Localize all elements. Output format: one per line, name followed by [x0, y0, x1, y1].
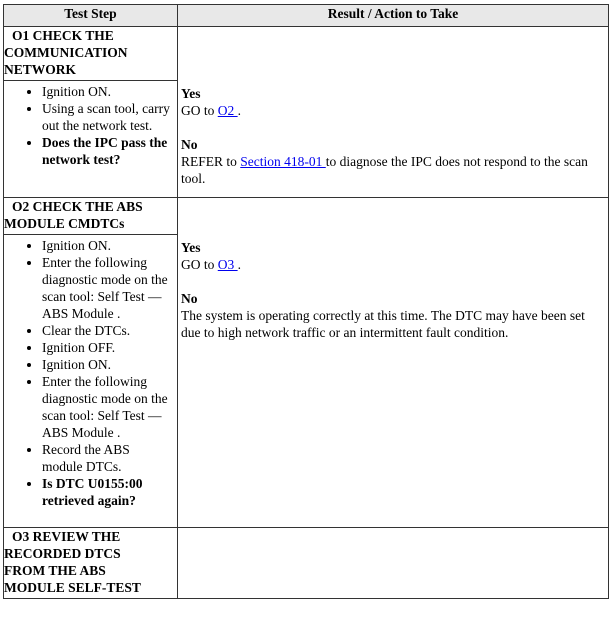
- o2-step-item: • Clear the DTCs.: [42, 322, 173, 339]
- link-section-418-01[interactable]: Section 418-01: [240, 154, 326, 169]
- o2-step-item: • Enter the following diagnostic mode on the scan tool: Self Test — ABS Module .: [42, 254, 173, 322]
- o3-title-line-4: MODULE SELF-TEST: [4, 580, 141, 595]
- pinpoint-test-table: [3, 4, 609, 599]
- o2-title-row: [4, 198, 609, 235]
- o2-yes-action: [181, 256, 605, 273]
- o3-step-title: [4, 528, 178, 599]
- o2-steps-cell: [4, 235, 178, 528]
- o3-title-row: [4, 528, 609, 599]
- o1-step-list: [4, 81, 177, 172]
- o1-step-item: • Using a scan tool, carry out the network test.: [42, 100, 173, 134]
- o1-title-line-3: NETWORK: [4, 62, 77, 77]
- o3-title-line-1: O3 REVIEW THE: [12, 529, 121, 544]
- o1-step-item: • Ignition ON.: [42, 83, 173, 100]
- o1-yes-action: [181, 102, 605, 119]
- o2-step-title: [4, 198, 178, 235]
- o1-yes-label: Yes: [181, 86, 201, 101]
- o1-steps-cell: [4, 81, 178, 198]
- o2-step-item: • Ignition ON.: [42, 237, 173, 254]
- o3-title-line-3: FROM THE ABS: [4, 563, 106, 578]
- o2-yes-label: Yes: [181, 240, 201, 255]
- o1-title-line-1: O1 CHECK THE: [12, 28, 114, 43]
- o2-step-item: • Enter the following diagnostic mode on the scan tool: Self Test — ABS Module .: [42, 373, 173, 441]
- o1-no-suffix: to diagnose the IPC does not respond to the scan tool.: [181, 154, 588, 186]
- o2-step-list: [4, 235, 177, 513]
- o3-title-line-2: RECORDED DTCS: [4, 546, 121, 561]
- header-result-action: Result / Action to Take: [178, 5, 609, 27]
- o2-question: • Is DTC U0155:00 retrieved again?: [42, 475, 173, 509]
- o2-step-item: • Ignition OFF.: [42, 339, 173, 356]
- o2-yes-suffix: .: [237, 257, 241, 272]
- o1-no-label: No: [181, 137, 198, 152]
- o2-no-action: The system is operating correctly at this time. The DTC may have been set due to high network traffic or an intermittent fault condition.: [181, 308, 585, 340]
- o1-no-action: [181, 153, 605, 187]
- o2-yes-prefix: GO to: [181, 257, 218, 272]
- o2-title-line-2: MODULE CMDTCs: [4, 216, 125, 231]
- link-o2[interactable]: O2: [217, 103, 238, 118]
- o2-no-label: No: [181, 291, 198, 306]
- o1-title-row: [4, 27, 609, 81]
- header-test-step: Test Step: [4, 5, 178, 27]
- o1-question: • Does the IPC pass the network test?: [42, 134, 173, 168]
- o1-result-cell: [178, 27, 609, 198]
- o2-step-item: • Ignition ON.: [42, 356, 173, 373]
- o2-title-line-1: O2 CHECK THE ABS: [12, 199, 143, 214]
- o1-title-line-2: COMMUNICATION: [4, 45, 128, 60]
- o2-step-item: • Record the ABS module DTCs.: [42, 441, 173, 475]
- header-row: [4, 5, 609, 27]
- o1-no-prefix: REFER to: [181, 154, 241, 169]
- o1-yes-prefix: GO to: [181, 103, 218, 118]
- o1-step-title: [4, 27, 178, 81]
- o2-result-cell: [178, 198, 609, 528]
- o3-result-cell: [178, 528, 609, 599]
- link-o3[interactable]: O3: [217, 257, 238, 272]
- o1-yes-suffix: .: [237, 103, 241, 118]
